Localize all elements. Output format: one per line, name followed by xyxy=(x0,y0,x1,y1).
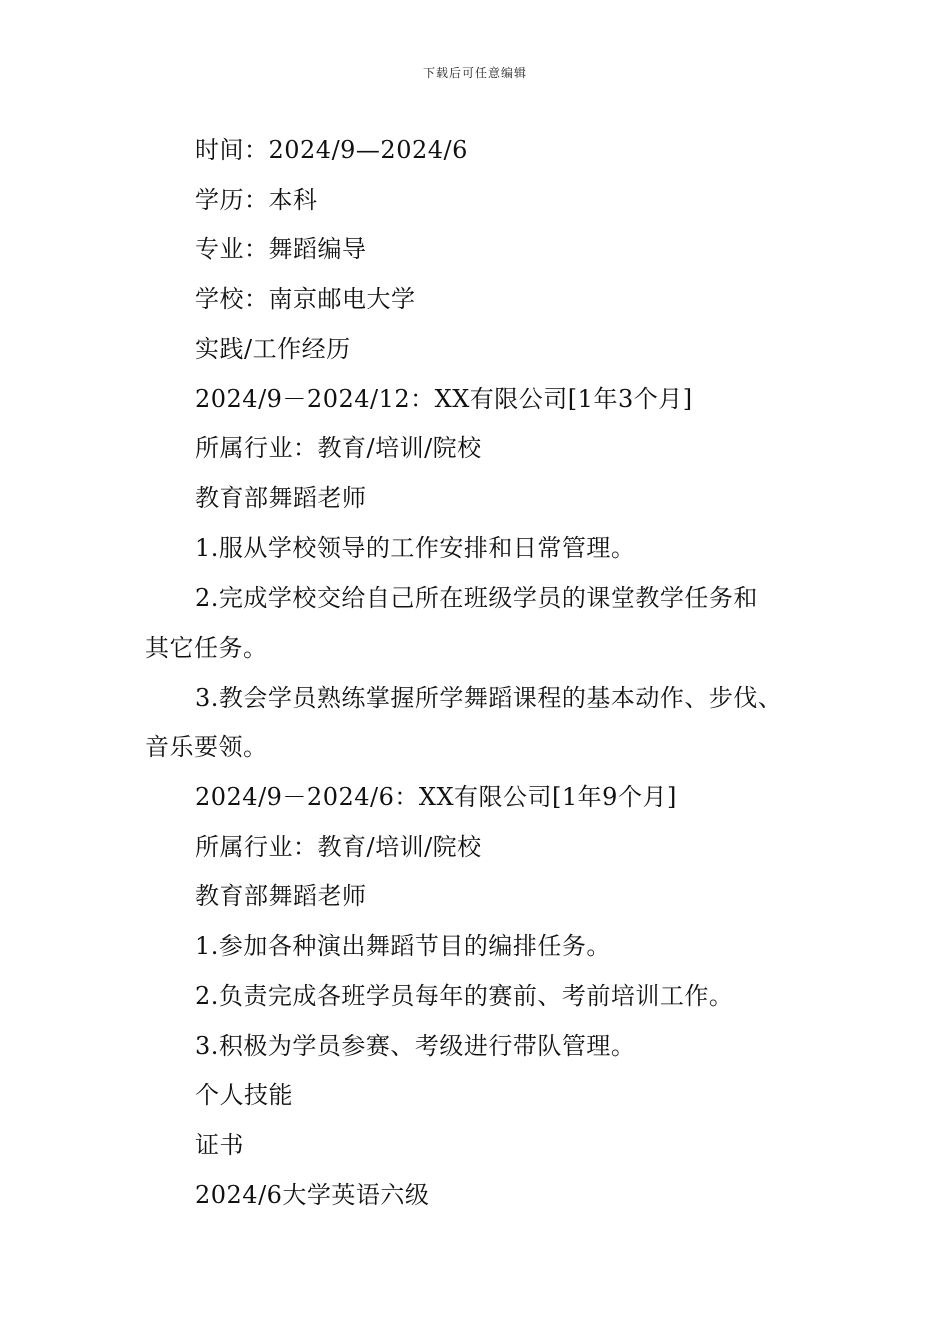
job-1-duty-3-continued: 音乐要领。 xyxy=(145,733,268,761)
job-2-duty-3: 3.积极为学员参赛、考级进行带队管理。 xyxy=(195,1032,636,1060)
certificates-title: 证书 xyxy=(195,1131,244,1159)
job-2-industry: 所属行业：教育/培训/院校 xyxy=(195,833,482,861)
job-2-period-company: 2024/9－2024/6：XX有限公司[1年9个月] xyxy=(195,783,677,811)
job-2-position: 教育部舞蹈老师 xyxy=(195,882,367,910)
education-major: 专业：舞蹈编导 xyxy=(195,235,367,263)
job-1-duty-2-continued: 其它任务。 xyxy=(145,634,268,662)
job-1-industry: 所属行业：教育/培训/院校 xyxy=(195,434,482,462)
job-1-period-company: 2024/9－2024/12：XX有限公司[1年3个月] xyxy=(195,385,693,413)
job-2-duty-2: 2.负责完成各班学员每年的赛前、考前培训工作。 xyxy=(195,982,734,1010)
education-time: 时间：2024/9—2024/6 xyxy=(195,136,468,164)
page-header-note: 下载后可任意编辑 xyxy=(422,66,527,80)
job-1-duty-1: 1.服从学校领导的工作安排和日常管理。 xyxy=(195,534,636,562)
skills-section-title: 个人技能 xyxy=(195,1081,293,1109)
certificate-item: 2024/6大学英语六级 xyxy=(195,1181,430,1209)
education-degree: 学历：本科 xyxy=(195,186,318,214)
job-1-position: 教育部舞蹈老师 xyxy=(195,484,367,512)
education-school: 学校：南京邮电大学 xyxy=(195,285,416,313)
job-1-duty-2: 2.完成学校交给自己所在班级学员的课堂教学任务和 xyxy=(195,584,758,612)
job-1-duty-3: 3.教会学员熟练掌握所学舞蹈课程的基本动作、步伐、 xyxy=(195,684,783,712)
experience-section-title: 实践/工作经历 xyxy=(195,335,351,363)
job-2-duty-1: 1.参加各种演出舞蹈节目的编排任务。 xyxy=(195,932,611,960)
